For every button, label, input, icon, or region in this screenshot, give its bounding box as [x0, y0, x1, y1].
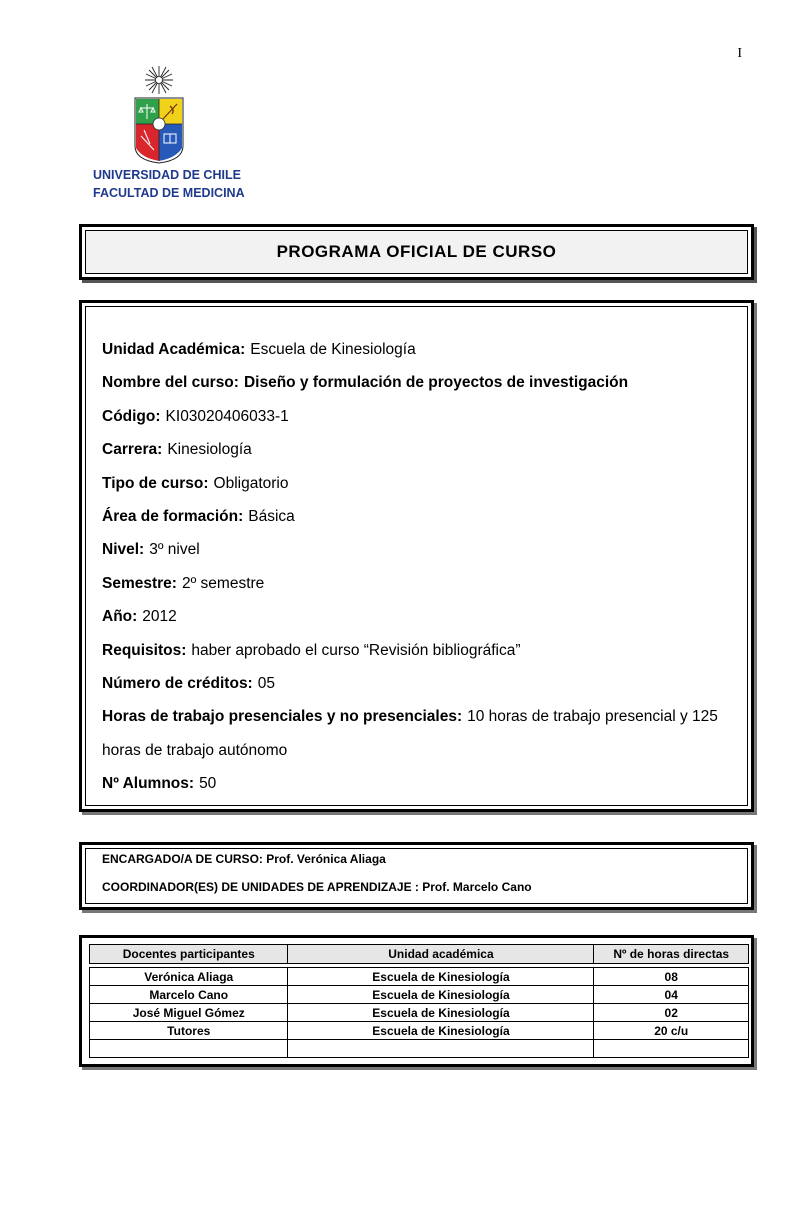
- page-title: PROGRAMA OFICIAL DE CURSO: [85, 230, 748, 274]
- page-number: I: [737, 46, 742, 61]
- table-cell: Marcelo Cano: [90, 986, 288, 1004]
- table-cell: 20 c/u: [594, 1022, 749, 1040]
- course-info-label: Nº Alumnos:: [102, 775, 195, 793]
- course-info-value: 3º nivel: [149, 541, 200, 559]
- course-info-line: [102, 606, 743, 639]
- course-info-value: 2º semestre: [181, 574, 265, 592]
- course-info-value: Diseño y formulación de proyectos de investigación: [243, 374, 629, 392]
- course-info-value: Obligatorio: [213, 474, 289, 492]
- course-info-list: [102, 339, 743, 806]
- course-info-label: Número de créditos:: [102, 674, 253, 692]
- teachers-table: [89, 944, 749, 1058]
- table-cell: Escuela de Kinesiología: [288, 986, 594, 1004]
- table-row: [90, 1004, 749, 1022]
- table-cell: 08: [594, 968, 749, 986]
- course-info-value: haber aprobado el curso “Revisión bibliográfica”: [191, 641, 521, 659]
- table-cell: Tutores: [90, 1022, 288, 1040]
- course-info-value: 50: [199, 775, 217, 793]
- university-crest-logo: [130, 64, 188, 164]
- table-cell: José Miguel Gómez: [90, 1004, 288, 1022]
- course-info-label: Unidad Académica:: [102, 341, 246, 358]
- table-cell: Escuela de Kinesiología: [288, 1004, 594, 1022]
- table-cell: [594, 1040, 749, 1058]
- course-info-line: [102, 406, 743, 439]
- table-row: [90, 968, 749, 986]
- course-info-line: [102, 339, 743, 372]
- table-cell: Escuela de Kinesiología: [288, 1022, 594, 1040]
- coordinador-line: COORDINADOR(ES) DE UNIDADES DE APRENDIZAJE : Prof. Marcelo Cano: [102, 880, 532, 894]
- course-info-value: Básica: [248, 507, 295, 525]
- table-row: [90, 1040, 749, 1058]
- table-cell: Escuela de Kinesiología: [288, 968, 594, 986]
- course-info-value: 10 horas de trabajo presencial y 125: [467, 708, 718, 726]
- course-info-value: 2012: [142, 608, 177, 626]
- course-info-box: [79, 300, 754, 812]
- table-header-row: [90, 945, 749, 964]
- header-unidad: Unidad académica: [288, 945, 594, 964]
- course-info-label: Nombre del curso:: [102, 374, 239, 392]
- course-info-line: [102, 706, 743, 739]
- table-cell: Verónica Aliaga: [90, 968, 288, 986]
- title-box: [79, 224, 754, 280]
- course-info-line: [102, 439, 743, 472]
- course-info-line: [102, 473, 743, 506]
- header-horas: Nº de horas directas: [594, 945, 749, 964]
- institution-line-faculty: FACULTAD DE MEDICINA: [93, 186, 245, 200]
- course-info-line: [102, 539, 743, 572]
- course-info-line: [102, 740, 743, 773]
- course-info-label: Nivel:: [102, 541, 145, 559]
- course-info-value: 05: [257, 674, 275, 692]
- course-info-label: Área de formación:: [102, 507, 244, 525]
- table-cell: 04: [594, 986, 749, 1004]
- table-row: [90, 986, 749, 1004]
- course-info-label: Año:: [102, 608, 138, 626]
- course-info-line: [102, 673, 743, 706]
- course-info-line: [102, 773, 743, 806]
- institution-line-university: UNIVERSIDAD DE CHILE: [93, 168, 241, 182]
- table-row: [90, 1022, 749, 1040]
- course-info-line: [102, 372, 743, 405]
- staff-box: [79, 842, 754, 910]
- course-info-label: Carrera:: [102, 441, 163, 459]
- course-info-label: Requisitos:: [102, 641, 187, 659]
- course-info-line: [102, 573, 743, 606]
- course-info-value: Kinesiología: [167, 441, 252, 459]
- course-info-label: Tipo de curso:: [102, 474, 209, 492]
- header-docentes: Docentes participantes: [90, 945, 288, 964]
- course-info-value: KI03020406033-1: [165, 407, 289, 425]
- course-info-line: [102, 640, 743, 673]
- course-info-label: Semestre:: [102, 574, 177, 592]
- course-info-label: Horas de trabajo presenciales y no presenciales:: [102, 708, 463, 726]
- institution-name: [93, 166, 245, 202]
- course-info-label: Código:: [102, 407, 161, 425]
- encargado-line: ENCARGADO/A DE CURSO: Prof. Verónica Aliaga: [102, 852, 386, 866]
- table-cell: 02: [594, 1004, 749, 1022]
- course-info-value: Escuela de Kinesiología: [250, 341, 416, 358]
- table-cell: [90, 1040, 288, 1058]
- table-cell: [288, 1040, 594, 1058]
- course-info-line: [102, 506, 743, 539]
- teachers-table-box: [79, 935, 754, 1067]
- course-info-value: horas de trabajo autónomo: [102, 741, 288, 759]
